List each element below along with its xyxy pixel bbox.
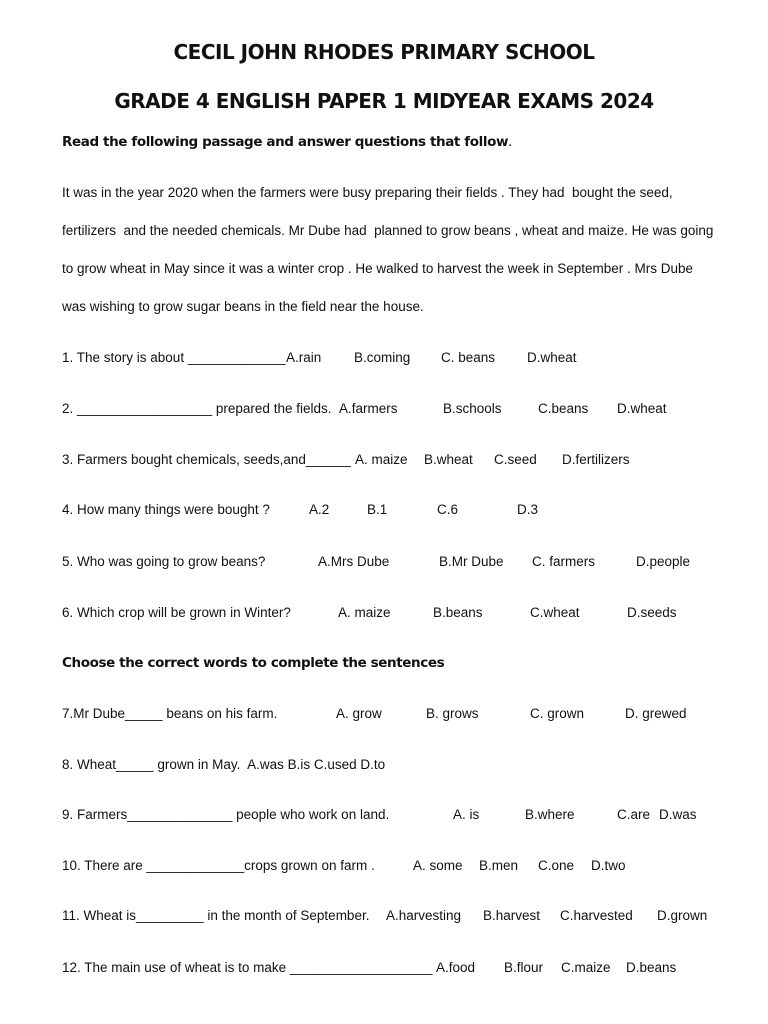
option-b: B.flour	[504, 960, 544, 975]
option-c: C.maize	[561, 960, 611, 975]
option-c: C. farmers	[532, 554, 596, 569]
option-c: C.harvested	[560, 908, 633, 923]
option-b: B.beans	[433, 605, 483, 620]
option-a: A. is	[453, 807, 480, 822]
option-d: D.wheat	[617, 401, 667, 416]
option-c: C.one	[538, 858, 575, 873]
question-stem: 2. __________________ prepared the fields.	[62, 401, 332, 416]
option-a: A. grow	[336, 706, 382, 721]
exam-title: GRADE 4 ENGLISH PAPER 1 MIDYEAR EXAMS 2024	[114, 89, 654, 113]
option-d: D.was	[659, 807, 697, 822]
question-stem: 4. How many things were bought ?	[62, 502, 270, 517]
question-stem: 9. Farmers______________ people who work on land.	[62, 807, 390, 822]
section-heading: Choose the correct words to complete the sentences	[62, 655, 445, 671]
option-b: B.harvest	[483, 908, 541, 923]
option-b: B.where	[525, 807, 575, 822]
option-c: C. grown	[530, 706, 585, 721]
option-d: D.beans	[626, 960, 677, 975]
option-a: A. maize	[338, 605, 391, 620]
option-b: B.coming	[354, 350, 411, 365]
question-stem: 3. Farmers bought chemicals, seeds,and______	[62, 452, 351, 467]
passage-line: It was in the year 2020 when the farmers were busy preparing their fields . They had bought the seed,	[62, 185, 673, 200]
option-d: D.two	[591, 858, 626, 873]
option-d: D.seeds	[627, 605, 677, 620]
option-d: D.grown	[657, 908, 708, 923]
option-c: C.wheat	[530, 605, 580, 620]
option-b: B.schools	[443, 401, 502, 416]
question-stem: 11. Wheat is_________ in the month of September.	[62, 908, 370, 923]
school-name: CECIL JOHN RHODES PRIMARY SCHOOL	[173, 40, 595, 64]
option-a: A. maize	[355, 452, 408, 467]
question-stem: 12. The main use of wheat is to make ___________________	[62, 960, 433, 975]
option-a: A.farmers	[339, 401, 398, 416]
option-d: D. grewed	[625, 706, 687, 721]
option-b: B.wheat	[424, 452, 473, 467]
option-b: B.men	[479, 858, 519, 873]
question-stem: 1. The story is about _____________	[62, 350, 286, 365]
question-stem: 8. Wheat_____ grown in May. A.was B.is C.used D.to	[62, 757, 386, 772]
passage-line: was wishing to grow sugar beans in the field near the house.	[62, 299, 424, 314]
option-d: D.3	[517, 502, 539, 517]
option-a: A.Mrs Dube	[318, 554, 390, 569]
question-stem: 10. There are _____________crops grown on farm .	[62, 858, 375, 873]
option-a: A. some	[413, 858, 463, 873]
question-stem: 5. Who was going to grow beans?	[62, 554, 266, 569]
passage-line: fertilizers and the needed chemicals. Mr Dube had planned to grow beans , wheat and maize. He was going	[62, 223, 714, 238]
option-b: B. grows	[426, 706, 479, 721]
option-a: A.2	[309, 502, 330, 517]
option-c: C. beans	[441, 350, 496, 365]
passage-line: to grow wheat in May since it was a winter crop . He walked to harvest the week in September . Mrs Dube	[62, 261, 694, 276]
option-c: C.beans	[538, 401, 589, 416]
option-c: C.seed	[494, 452, 537, 467]
option-c: C.are	[617, 807, 651, 822]
option-a: A.harvesting	[386, 908, 462, 923]
option-d: D.people	[636, 554, 691, 569]
option-c: C.6	[437, 502, 459, 517]
passage-instruction: Read the following passage and answer questions that follow.	[62, 134, 512, 150]
option-d: D.fertilizers	[562, 452, 630, 467]
option-d: D.wheat	[527, 350, 577, 365]
option-b: B.1	[367, 502, 388, 517]
option-a: A.food	[436, 960, 476, 975]
option-b: B.Mr Dube	[439, 554, 504, 569]
question-stem: 7.Mr Dube_____ beans on his farm.	[62, 706, 278, 721]
question-stem: 6. Which crop will be grown in Winter?	[62, 605, 291, 620]
option-a: A.rain	[286, 350, 322, 365]
